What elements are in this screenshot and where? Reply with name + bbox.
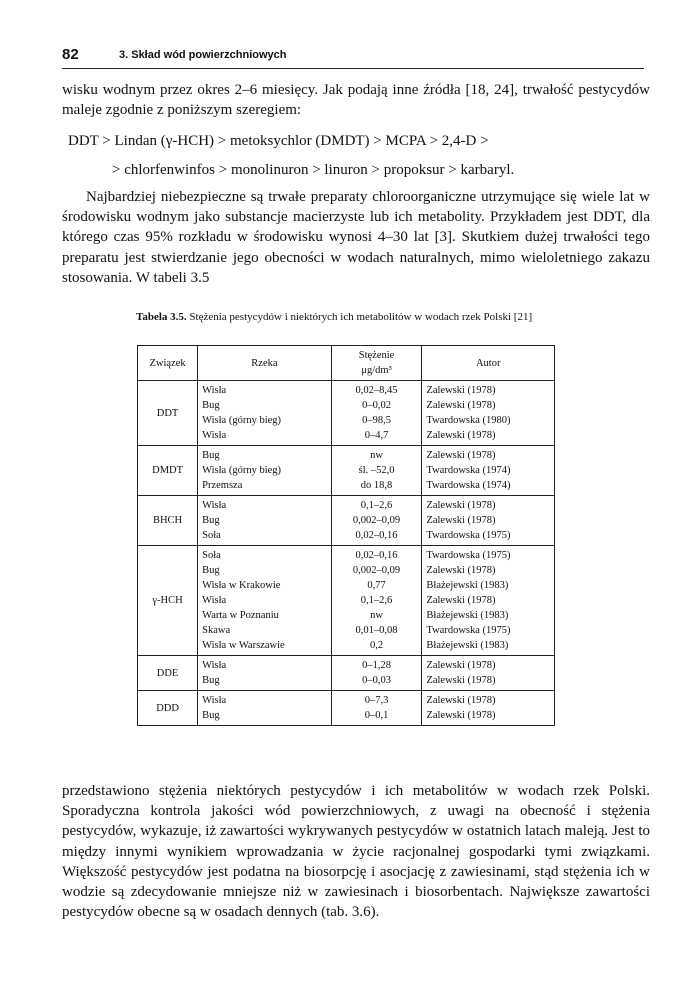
river-value: Skawa xyxy=(202,625,231,636)
concentration-value: 0–0,02 xyxy=(362,400,391,411)
river-value: Warta w Poznaniu xyxy=(202,610,279,621)
author-value: Twardowska (1975) xyxy=(426,550,511,561)
author-value: Zalewski (1978) xyxy=(426,660,496,671)
river-value: Wisła xyxy=(202,500,227,511)
river-cell xyxy=(198,496,332,546)
concentration-value: 0,1–2,6 xyxy=(360,500,393,511)
concentration-value: 0,02–0,16 xyxy=(355,530,398,541)
author-value: Zalewski (1978) xyxy=(426,430,496,441)
concentration-cell xyxy=(331,381,422,446)
table-row xyxy=(138,381,555,446)
author-value: Twardowska (1975) xyxy=(426,530,511,541)
author-value: Zalewski (1978) xyxy=(426,710,496,721)
concentration-value: 0–1,28 xyxy=(362,660,391,671)
header-concentration xyxy=(331,346,422,381)
page-header xyxy=(62,46,644,69)
concentration-value: 0–98,5 xyxy=(362,415,391,426)
compound-cell: DMDT xyxy=(138,446,198,496)
author-value: Zalewski (1978) xyxy=(426,565,496,576)
concentration-value: 0–7,3 xyxy=(364,695,389,706)
author-value: Zalewski (1978) xyxy=(426,595,496,606)
persistence-series-line-2: > chlorfenwinfos > monolinuron > linuron > propoksur > karbaryl. xyxy=(112,162,515,178)
river-value: Przemsza xyxy=(202,480,243,491)
river-value: Bug xyxy=(202,450,220,461)
concentration-value: do 18,8 xyxy=(360,480,393,491)
river-cell xyxy=(198,446,332,496)
table-row xyxy=(138,546,555,656)
author-value: Zalewski (1978) xyxy=(426,400,496,411)
river-value: Bug xyxy=(202,675,220,686)
author-value: Zalewski (1978) xyxy=(426,695,496,706)
river-value: Bug xyxy=(202,710,220,721)
concentration-value: nw xyxy=(370,450,383,461)
river-value: Soła xyxy=(202,530,221,541)
river-value: Wisła w Krakowie xyxy=(202,580,281,591)
author-value: Zalewski (1978) xyxy=(426,385,496,396)
author-cell xyxy=(422,496,555,546)
table-caption xyxy=(136,310,561,325)
author-value: Błażejewski (1983) xyxy=(426,640,509,651)
river-cell xyxy=(198,691,332,726)
river-value: Wisła w Warszawie xyxy=(202,640,285,651)
concentration-value: 0,01–0,08 xyxy=(355,625,398,636)
header-compound: Związek xyxy=(138,346,198,381)
paragraph-conclusion: przedstawiono stężenia niektórych pestycydów i ich metabolitów w wodach rzek Polski. Sporadyczna kontrola jakości wód powierzchniowych, z uwagi na obecność i stężenia pestycydów, wykazuje, iż zawartości wykrywanych pestycydów w ostatnich latach maleją. Jest to między innymi wynikiem wprowadzania w życie racjonalnej gospodarki tymi związkami. Większość pestycydów jest podatna na biosorpcję i asocjację z zawiesinami, stąd stężenia ich w wodzie są zdecydowanie mniejsze niż w zawiesinach i biosorbentach. Największe zawartości pestycydów obecne są w osadach dennych (tab. 3.6). xyxy=(62,783,650,921)
concentration-value: 0–4,7 xyxy=(364,430,389,441)
river-cell xyxy=(198,381,332,446)
table-row xyxy=(138,446,555,496)
concentration-value: 0,002–0,09 xyxy=(352,515,401,526)
author-cell xyxy=(422,381,555,446)
compound-cell: DDD xyxy=(138,691,198,726)
table-row xyxy=(138,656,555,691)
concentration-value: 0,2 xyxy=(369,640,384,651)
table-caption-text: Stężenia pestycydów i niektórych ich metabolitów w wodach rzek Polski [21] xyxy=(189,311,533,323)
river-value: Wisła xyxy=(202,595,227,606)
author-value: Zalewski (1978) xyxy=(426,450,496,461)
river-value: Wisła xyxy=(202,385,227,396)
river-value: Wisła xyxy=(202,695,227,706)
concentration-value: 0,02–8,45 xyxy=(355,385,398,396)
concentration-value: 0,002–0,09 xyxy=(352,565,401,576)
author-value: Błażejewski (1983) xyxy=(426,580,509,591)
author-cell xyxy=(422,656,555,691)
author-value: Zalewski (1978) xyxy=(426,500,496,511)
author-cell xyxy=(422,546,555,656)
river-cell xyxy=(198,656,332,691)
concentration-value: 0,1–2,6 xyxy=(360,595,393,606)
concentration-cell xyxy=(331,691,422,726)
river-value: Soła xyxy=(202,550,221,561)
river-value: Wisła xyxy=(202,660,227,671)
paragraph-organochlorine: Najbardziej niebezpieczne są trwałe preparaty chloroorganiczne utrzymujące się wiele lat w środowisku wodnym jako substancje macierzyste lub ich metabolity. Przykładem jest DDT, dla którego czas 95% rozkładu w środowisku wynosi 4–30 lat [3]. Skutkiem dużej trwałości tego preparatu jest stwierdzanie jego obecności w wodach naturalnych, mimo wieloletniego zakazu stosowania. W tabeli 3.5 xyxy=(62,189,650,286)
concentration-value: 0,77 xyxy=(367,580,386,591)
compound-cell: DDE xyxy=(138,656,198,691)
river-value: Bug xyxy=(202,400,220,411)
author-value: Zalewski (1978) xyxy=(426,675,496,686)
concentration-cell xyxy=(331,656,422,691)
page-number: 82 xyxy=(62,46,79,63)
author-value: Twardowska (1974) xyxy=(426,465,511,476)
table-caption-label: Tabela 3.5. xyxy=(136,311,187,323)
header-author: Autor xyxy=(422,346,555,381)
paragraph-intro: wisku wodnym przez okres 2–6 miesięcy. Jak podają inne źródła [18, 24], trwałość pestycydów maleje zgodnie z poniższym szeregiem: xyxy=(62,82,650,119)
table-row xyxy=(138,691,555,726)
table-body xyxy=(138,381,555,726)
author-value: Twardowska (1974) xyxy=(426,480,511,491)
concentration-value: śl. –52,0 xyxy=(358,465,395,476)
river-value: Wisła xyxy=(202,430,227,441)
persistence-series-line-1: DDT > Lindan (γ-HCH) > metoksychlor (DMDT) > MCPA > 2,4-D > xyxy=(68,133,489,149)
author-value: Twardowska (1975) xyxy=(426,625,511,636)
author-value: Zalewski (1978) xyxy=(426,515,496,526)
river-value: Wisła (górny bieg) xyxy=(202,415,282,426)
running-head: 3. Skład wód powierzchniowych xyxy=(119,49,287,61)
concentration-cell xyxy=(331,546,422,656)
pesticide-table xyxy=(137,345,555,726)
concentration-cell xyxy=(331,496,422,546)
river-value: Bug xyxy=(202,565,220,576)
header-concentration-label: Stężenie xyxy=(358,350,395,361)
concentration-value: 0,02–0,16 xyxy=(355,550,398,561)
header-concentration-unit: μg/dm³ xyxy=(361,365,392,376)
author-cell xyxy=(422,691,555,726)
river-cell xyxy=(198,546,332,656)
header-river: Rzeka xyxy=(198,346,332,381)
author-cell xyxy=(422,446,555,496)
river-value: Wisła (górny bieg) xyxy=(202,465,282,476)
author-value: Błażejewski (1983) xyxy=(426,610,509,621)
table-row xyxy=(138,496,555,546)
compound-cell: γ-HCH xyxy=(138,546,198,656)
compound-cell: DDT xyxy=(138,381,198,446)
table-header-row xyxy=(138,346,555,381)
river-value: Bug xyxy=(202,515,220,526)
concentration-cell xyxy=(331,446,422,496)
concentration-value: 0–0,1 xyxy=(364,710,389,721)
concentration-value: 0–0,03 xyxy=(362,675,391,686)
concentration-value: nw xyxy=(370,610,383,621)
compound-cell: BHCH xyxy=(138,496,198,546)
author-value: Twardowska (1980) xyxy=(426,415,511,426)
